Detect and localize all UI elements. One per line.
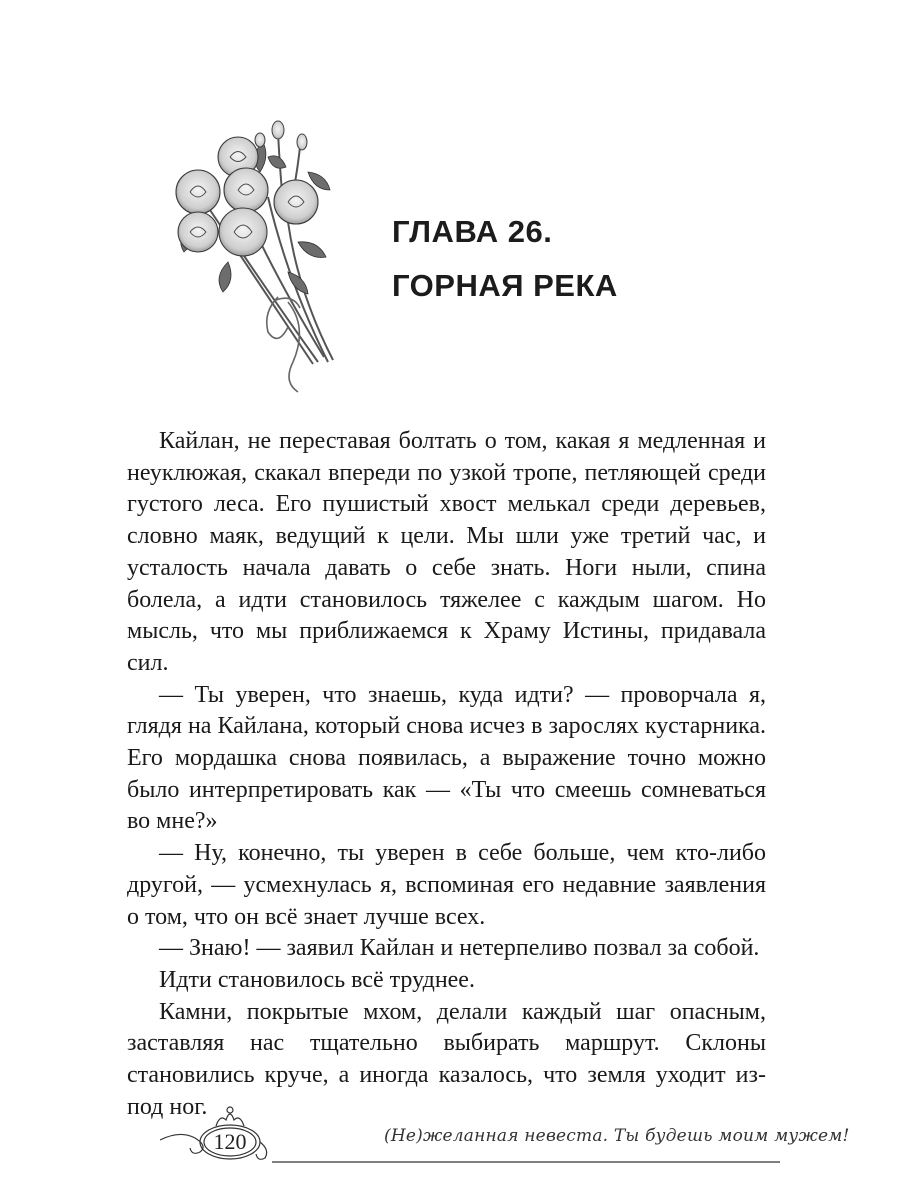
paragraph: Идти становилось всё труднее. — [159, 966, 475, 993]
chapter-name: ГОРНАЯ РЕКА — [392, 268, 618, 303]
body-text — [127, 426, 766, 1123]
page-number: 120 — [213, 1129, 247, 1154]
chapter-number: ГЛАВА 26. — [392, 214, 553, 249]
paragraph: Камни, покрытые мхом, делали каждый шаг опасным, заставляя нас тщательно выбирать маршрут. Склоны становились круче, а иногда казалось, что земля уходит из-под ног. — [127, 998, 766, 1120]
chapter-title — [392, 205, 832, 313]
paragraph: — Ты уверен, что знаешь, куда идти? — проворчала я, глядя на Кайлана, который снова исчез в зарослях кустарника. Его мордашка снова появилась, а выражение точно можно было интерпретировать как — «Ты что смеешь сомневаться во мне?» — [127, 681, 766, 835]
paragraph: — Ну, конечно, ты уверен в себе больше, чем кто-либо другой, — усмехнулась я, вспоминая его недавние заявления о том, что он всё знает лучше всех. — [127, 840, 766, 930]
rose-bouquet-icon — [168, 112, 348, 398]
paragraph: — Знаю! — заявил Кайлан и нетерпеливо позвал за собой. — [159, 935, 760, 962]
paragraph: Кайлан, не переставая болтать о том, какая я медленная и неуклюжая, скакал впереди по узкой тропе, петляющей среди густого леса. Его пушистый хвост мелькал среди деревьев, словно маяк, ведущий к цели. Мы шли уже третий час, и усталость начала давать о себе знать. Ноги ныли, спина болела, а идти становилось тяжелее с каждым шагом. Но мысль, что мы приближаемся к Храму Истины, придавала сил. — [127, 428, 766, 676]
running-head: (Не)желанная невеста. Ты будешь моим мужем! — [384, 1126, 850, 1146]
